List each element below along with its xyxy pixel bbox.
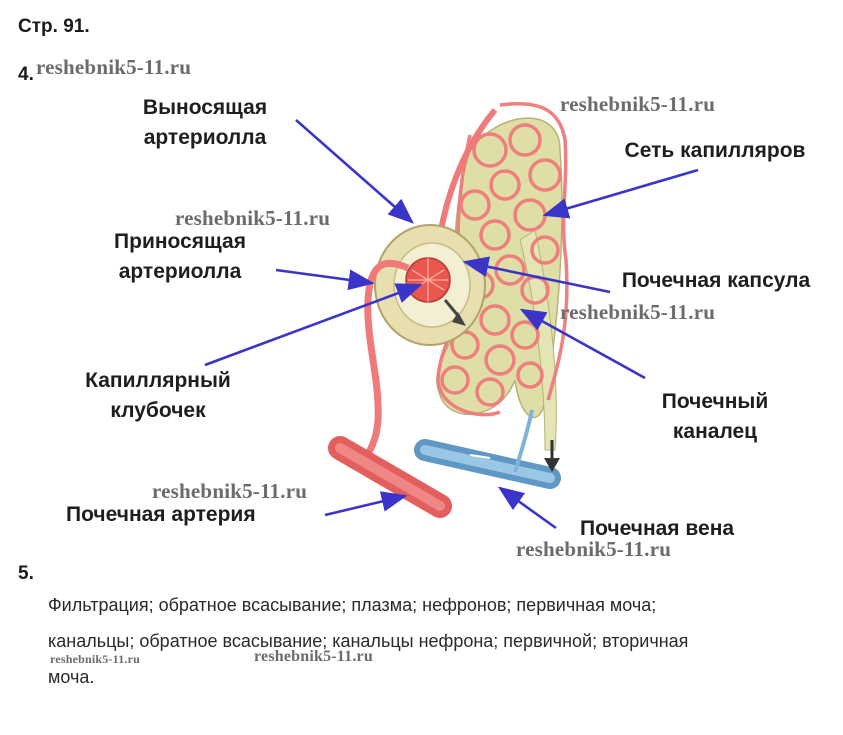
task4-number: 4. <box>18 64 34 85</box>
label-renal-artery: Почечная артерия <box>66 503 256 526</box>
label-capillary-net: Сеть капилляров <box>624 139 806 162</box>
label-efferent-arteriole: Выносящая артериолла <box>142 96 268 149</box>
task5-line-1: Фильтрация; обратное всасывание; плазма; нефронов; первичная моча; <box>48 595 657 615</box>
task5-line-3: моча. <box>48 667 95 687</box>
task5-line-2: канальцы; обратное всасывание; канальцы нефрона; первичной; вторичная <box>48 631 689 651</box>
task5-number: 5. <box>18 563 34 584</box>
watermark: reshebnik5-11.ru <box>152 479 308 503</box>
watermark: reshebnik5-11.ru <box>50 652 140 666</box>
watermark: reshebnik5-11.ru <box>516 537 672 561</box>
watermark: reshebnik5-11.ru <box>36 55 192 79</box>
label-afferent-arteriole: Приносящая артериолла <box>114 230 246 283</box>
label-renal-capsule: Почечная капсула <box>621 269 811 292</box>
watermark: reshebnik5-11.ru <box>560 300 716 324</box>
watermark: reshebnik5-11.ru <box>175 206 331 230</box>
watermark: reshebnik5-11.ru <box>560 92 716 116</box>
watermark: reshebnik5-11.ru <box>254 648 373 665</box>
label-renal-vein: Почечная вена <box>580 517 735 540</box>
label-renal-tubule: Почечный каналец <box>661 390 769 443</box>
page-label: Стр. 91. <box>18 16 90 37</box>
label-glomerulus: Капиллярный клубочек <box>85 369 231 422</box>
